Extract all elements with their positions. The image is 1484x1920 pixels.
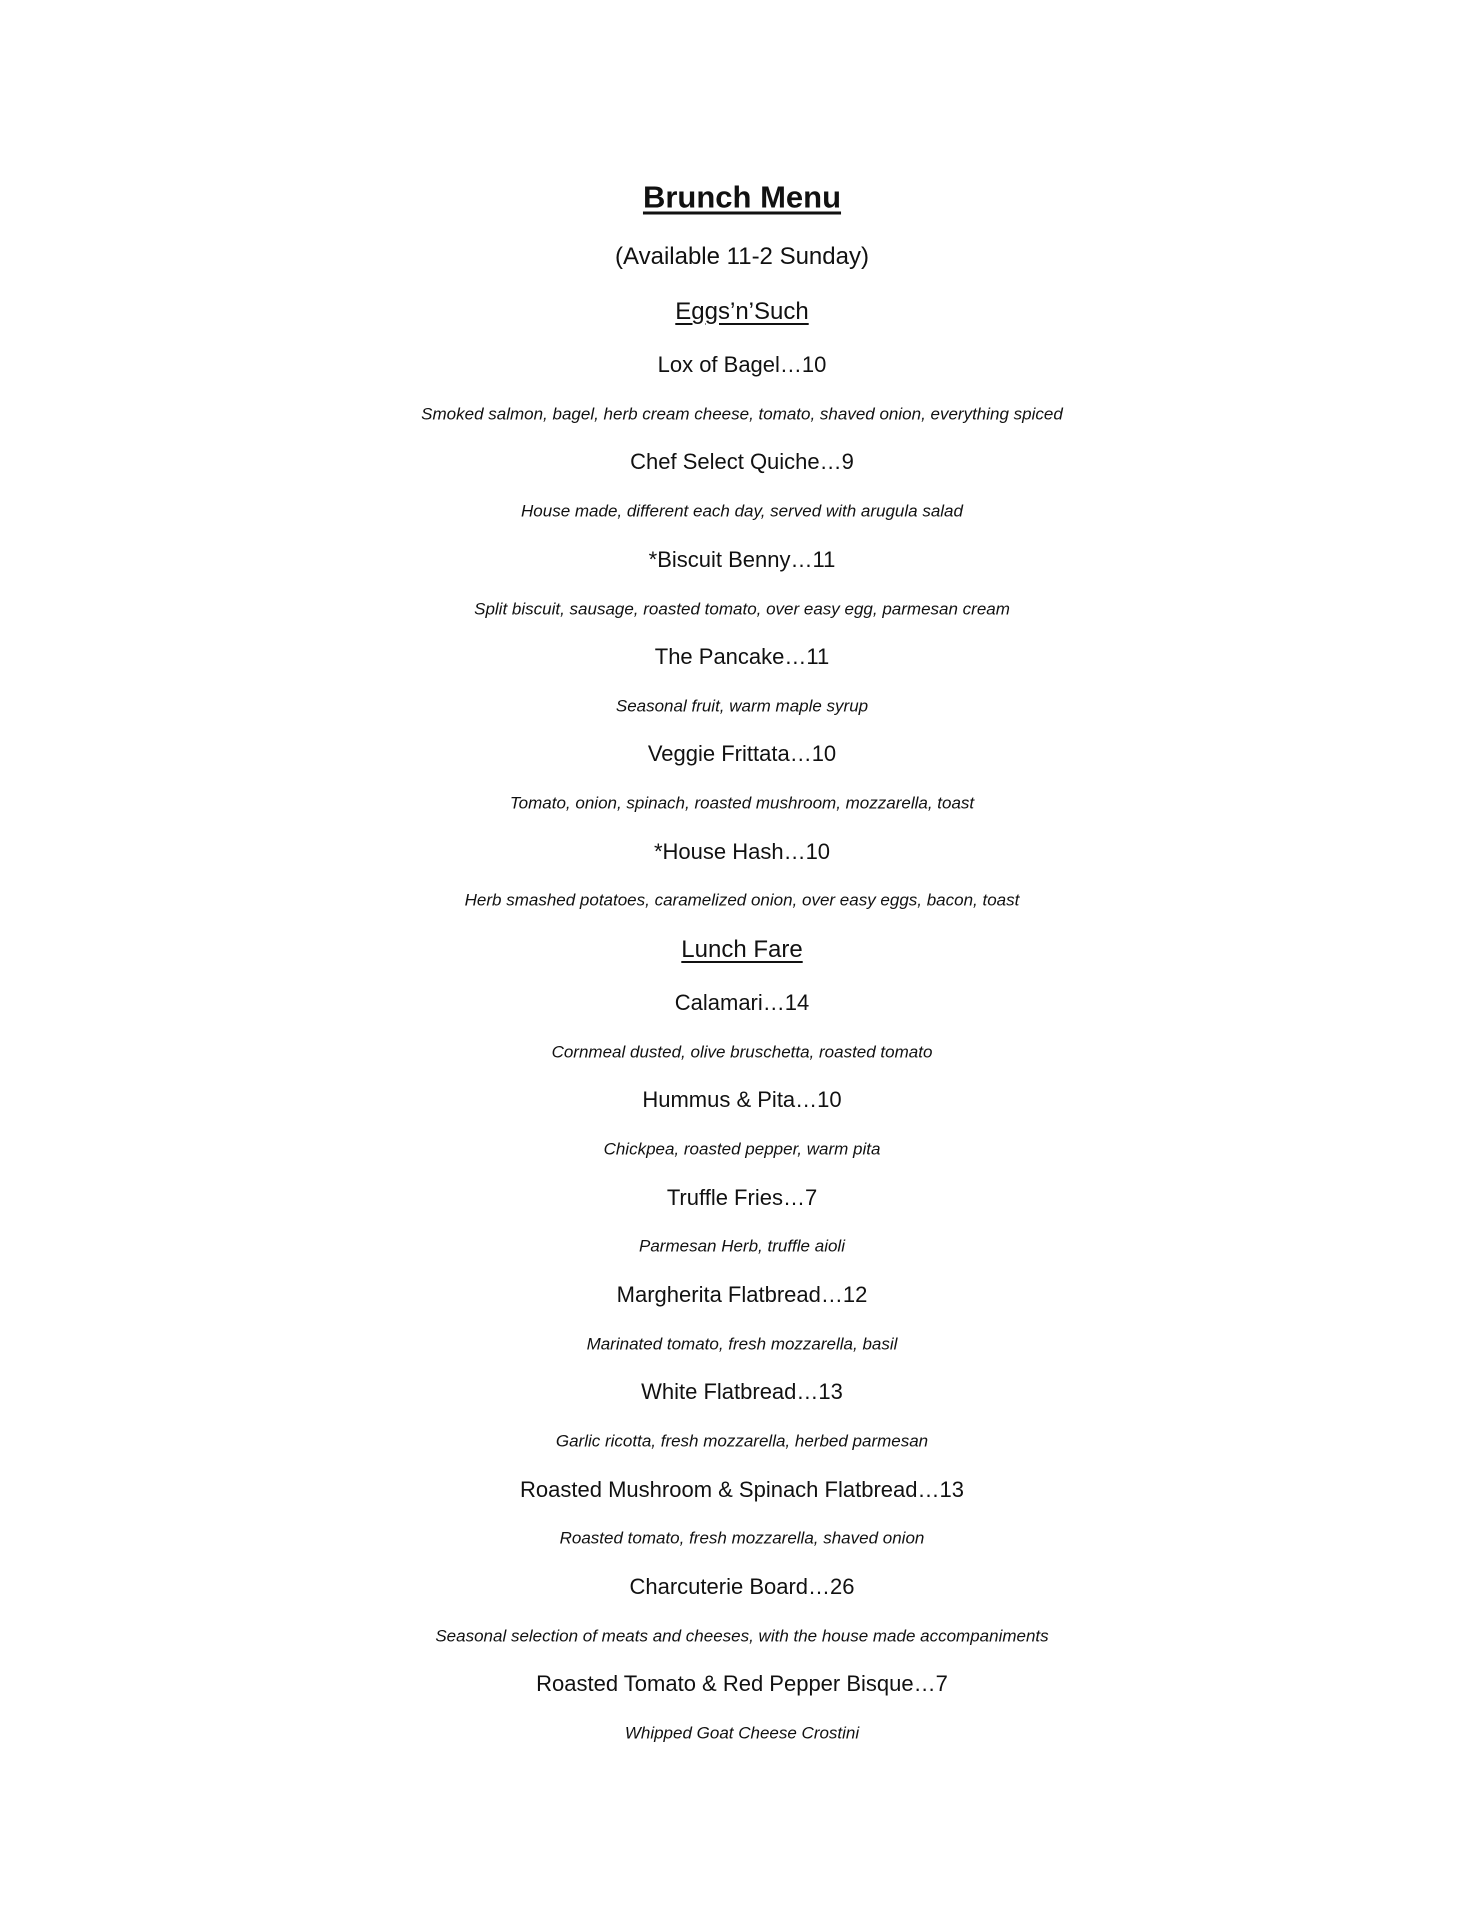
menu-item-name: White Flatbread…13 [641, 1379, 843, 1404]
menu-item-description: Smoked salmon, bagel, herb cream cheese, tomato, shaved onion, everything spiced [421, 404, 1063, 424]
menu-item-description: Tomato, onion, spinach, roasted mushroom, mozzarella, toast [509, 793, 975, 813]
availability-note: (Available 11-2 Sunday) [615, 243, 869, 270]
menu-item-name: Roasted Mushroom & Spinach Flatbread…13 [520, 1477, 964, 1502]
section-heading-lunch: Lunch Fare [681, 936, 803, 963]
menu-item-name: Truffle Fries…7 [666, 1185, 818, 1210]
menu-item-name: Hummus & Pita…10 [642, 1087, 842, 1112]
menu-item-description: Seasonal selection of meats and cheeses, with the house made accompaniments [435, 1626, 1049, 1646]
menu-item-name: The Pancake…11 [654, 644, 830, 669]
menu-item-name: *House Hash…10 [653, 839, 831, 864]
menu-item-description: Marinated tomato, fresh mozzarella, basil [586, 1334, 898, 1354]
menu-item-description: Whipped Goat Cheese Crostini [624, 1723, 860, 1743]
menu-item-description: Seasonal fruit, warm maple syrup [615, 696, 869, 716]
menu-item-description: Cornmeal dusted, olive bruschetta, roasted tomato [551, 1042, 933, 1062]
menu-item-description: House made, different each day, served with arugula salad [521, 501, 963, 521]
menu-item-description: Herb smashed potatoes, caramelized onion, over easy eggs, bacon, toast [464, 890, 1020, 910]
menu-item-name: Roasted Tomato & Red Pepper Bisque…7 [536, 1671, 948, 1696]
menu-item-name: Margherita Flatbread…12 [616, 1282, 868, 1307]
menu-item-name: *Biscuit Benny…11 [648, 547, 836, 572]
menu-item-name: Calamari…14 [674, 990, 810, 1015]
section-heading-eggs: Eggs’n’Such [675, 298, 809, 325]
menu-item-name: Veggie Frittata…10 [647, 741, 837, 766]
menu-item-description: Split biscuit, sausage, roasted tomato, over easy egg, parmesan cream [474, 599, 1010, 619]
menu-item-name: Lox of Bagel…10 [657, 352, 827, 377]
menu-item-description: Roasted tomato, fresh mozzarella, shaved onion [559, 1528, 925, 1548]
menu-item-name: Chef Select Quiche…9 [630, 449, 854, 474]
menu-item-description: Parmesan Herb, truffle aioli [639, 1236, 845, 1256]
page-title: Brunch Menu [642, 179, 842, 215]
menu-item-description: Garlic ricotta, fresh mozzarella, herbed parmesan [555, 1431, 929, 1451]
menu-item-name: Charcuterie Board…26 [629, 1574, 855, 1599]
menu-item-description: Chickpea, roasted pepper, warm pita [603, 1139, 881, 1159]
